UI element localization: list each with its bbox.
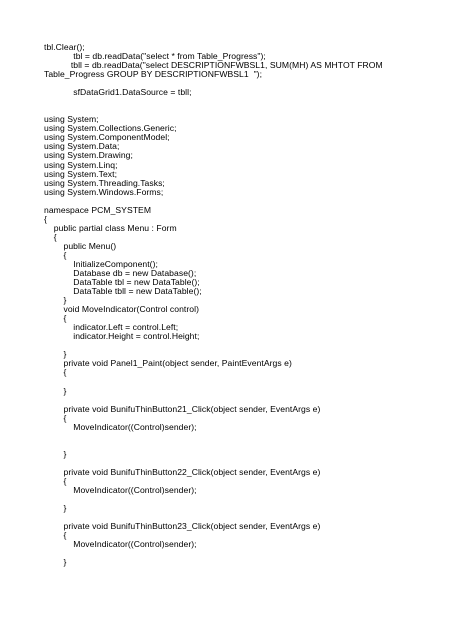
- code-line: DataTable tbl = new DataTable();: [44, 277, 200, 288]
- code-line: using System.ComponentModel;: [44, 132, 170, 143]
- code-line: tbl.Clear();: [44, 42, 85, 52]
- code-line: public partial class Menu : Form: [44, 222, 177, 233]
- code-line: private void Panel1_Paint(object sender, PaintEventArgs e): [44, 358, 292, 369]
- code-line: using System.Drawing;: [44, 150, 133, 161]
- code-line: indicator.Left = control.Left;: [44, 322, 179, 333]
- code-line: namespace PCM_SYSTEM: [44, 204, 152, 215]
- code-line: {: [44, 367, 67, 378]
- code-line: using System.Linq;: [44, 159, 118, 170]
- code-line: {: [44, 213, 47, 224]
- code-line: using System.Threading.Tasks;: [44, 177, 165, 188]
- code-line: {: [44, 475, 67, 486]
- code-line: DataTable tbll = new DataTable();: [44, 286, 202, 297]
- code-line: using System.Collections.Generic;: [44, 123, 177, 134]
- code-line: {: [44, 231, 57, 242]
- code-line: Database db = new Database();: [44, 268, 197, 278]
- code-line: }: [44, 448, 67, 459]
- code-line: sfDataGrid1.DataSource = tbll;: [44, 87, 192, 98]
- code-line: indicator.Height = control.Height;: [44, 331, 200, 342]
- code-line: {: [44, 249, 67, 260]
- code-line: private void BunifuThinButton23_Click(object sender, EventArgs e): [44, 521, 321, 532]
- code-line: tbl = db.readData("select * from Table_Progress");: [44, 51, 266, 62]
- code-line: {: [44, 412, 67, 423]
- code-line: using System.Text;: [44, 168, 118, 179]
- code-line: tbll = db.readData("select DESCRIPTIONFWBSL1, SUM(MH) AS MHTOT FROM: [44, 60, 383, 71]
- code-line: }: [44, 295, 67, 306]
- code-line: }: [44, 385, 67, 396]
- code-line: public Menu(): [44, 240, 117, 251]
- code-line: using System;: [44, 114, 99, 125]
- code-line: }: [44, 349, 67, 360]
- code-line: MoveIndicator((Control)sender);: [44, 421, 197, 432]
- code-line: }: [44, 557, 67, 568]
- code-line: private void BunifuThinButton21_Click(object sender, EventArgs e): [44, 403, 321, 414]
- code-line: using System.Data;: [44, 141, 120, 152]
- code-line: void MoveIndicator(Control control): [44, 304, 199, 315]
- code-line: {: [44, 530, 67, 541]
- code-line: InitializeComponent();: [44, 258, 158, 269]
- code-line: }: [44, 503, 67, 514]
- code-line: Table_Progress GROUP BY DESCRIPTIONFWBSL1 ");: [44, 69, 263, 80]
- code-line: private void BunifuThinButton22_Click(object sender, EventArgs e): [44, 466, 321, 477]
- code-line: MoveIndicator((Control)sender);: [44, 539, 197, 550]
- code-line: using System.Windows.Forms;: [44, 186, 164, 197]
- code-line: MoveIndicator((Control)sender);: [44, 484, 197, 495]
- code-line: {: [44, 313, 67, 324]
